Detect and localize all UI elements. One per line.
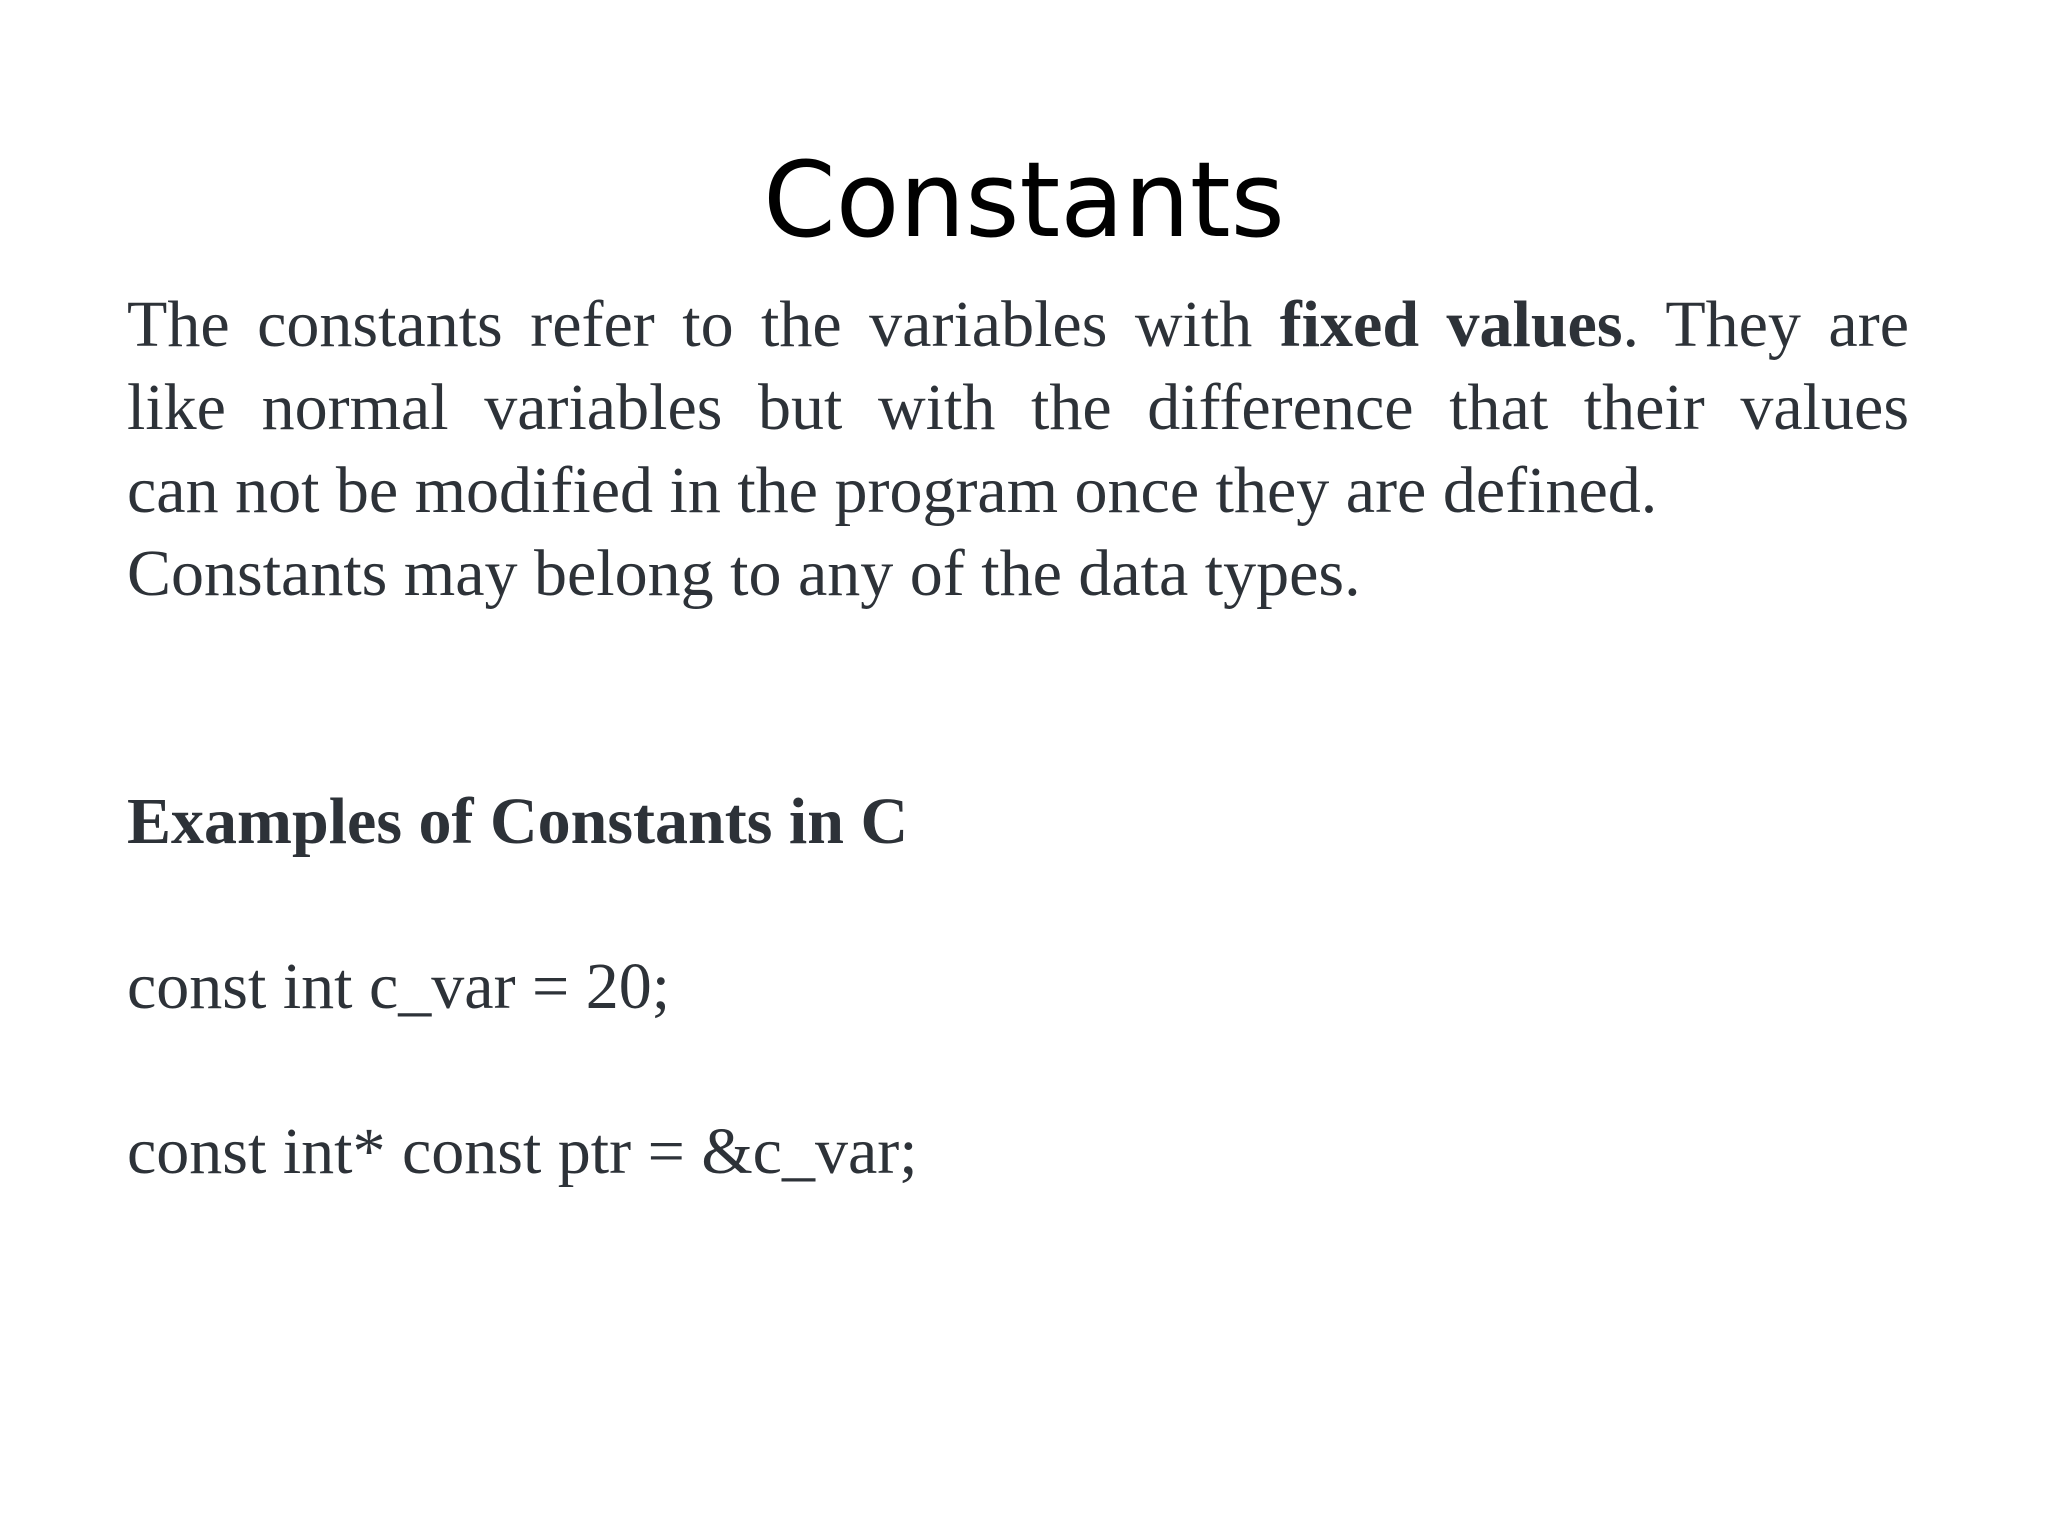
examples-heading: Examples of Constants in C <box>127 785 909 858</box>
paragraph-line-3: can not be modified in the program once they are defined. <box>127 454 1658 527</box>
paragraph-line-4: Constants may belong to any of the data types. <box>127 537 1361 610</box>
paragraph-line-1 <box>127 283 1909 366</box>
paragraph-line-1-end: . They are <box>1622 288 1909 361</box>
paragraph-line-2: like normal variables but with the difference that their values <box>127 371 1909 444</box>
slide-title: Constants <box>763 139 1285 261</box>
code-example-2: const int* const ptr = &c_var; <box>127 1115 918 1188</box>
fixed-values-emphasis: fixed values <box>1279 288 1623 361</box>
code-example-1: const int c_var = 20; <box>127 950 671 1023</box>
paragraph-line-1-start: The constants refer to the variables with <box>127 288 1280 361</box>
intro-paragraph <box>127 283 1909 615</box>
